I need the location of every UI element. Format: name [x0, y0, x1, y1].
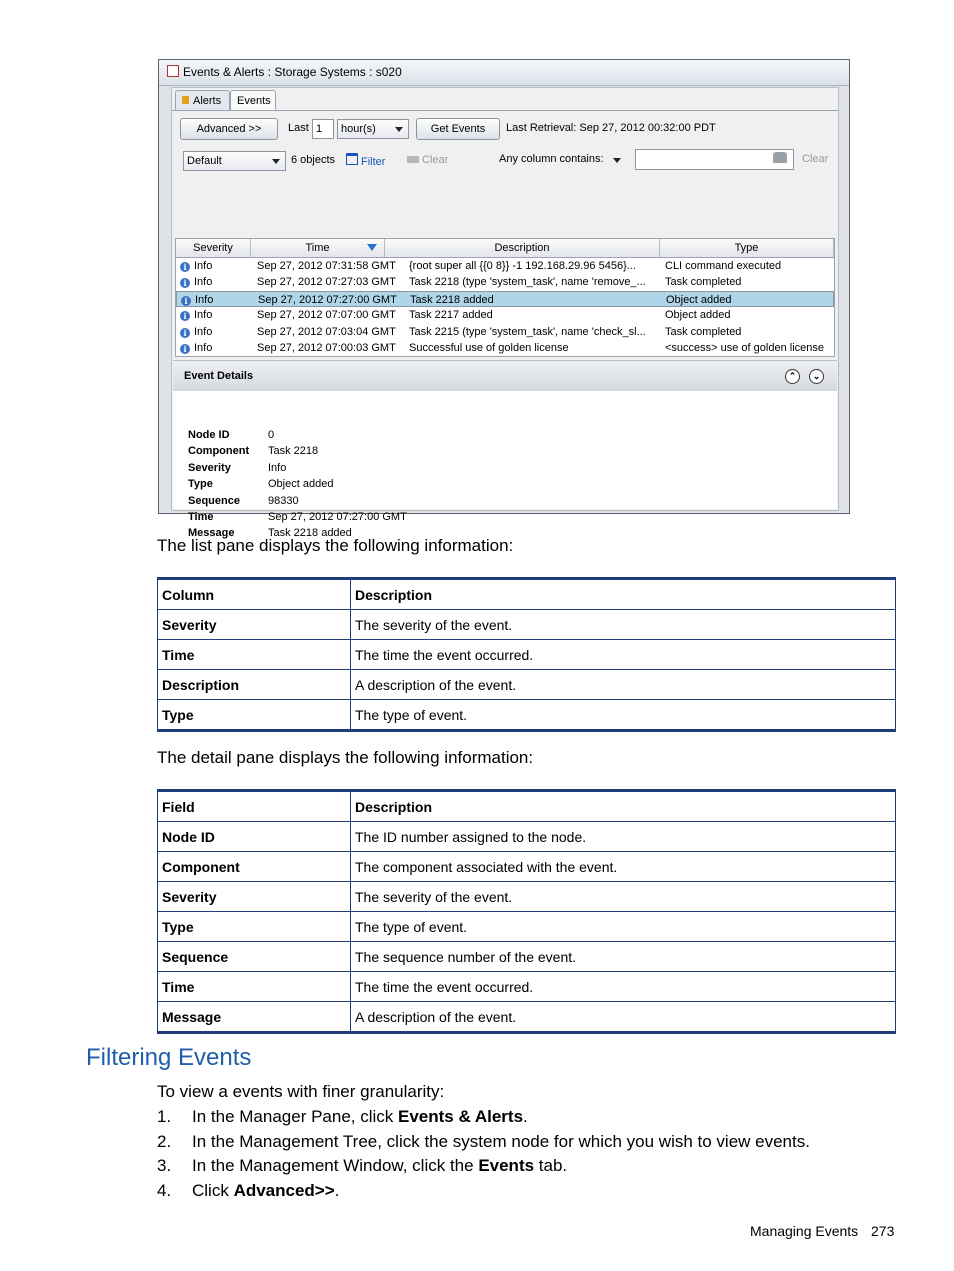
- table-header-column: Column: [158, 579, 351, 610]
- table-row[interactable]: [176, 291, 834, 307]
- search-clear-link[interactable]: Clear: [802, 153, 829, 165]
- list-pane-table: [157, 577, 896, 732]
- column-chooser-chevron-icon[interactable]: [613, 158, 621, 163]
- cell-severity: [180, 274, 250, 290]
- table-cell-key: Time: [158, 972, 351, 1002]
- table-cell-key: Message: [158, 1002, 351, 1033]
- info-icon: i: [180, 262, 190, 272]
- cell-time: Sep 27, 2012 07:31:58 GMT: [257, 260, 396, 272]
- cell-type: Task completed: [665, 276, 742, 289]
- table-cell-key: Time: [158, 640, 351, 670]
- table-cell-description: The severity of the event.: [351, 882, 896, 912]
- eraser-icon: [407, 156, 419, 163]
- detail-value: Task 2218 added: [268, 527, 352, 540]
- table-row: [158, 1002, 896, 1033]
- table-cell-description: The severity of the event.: [351, 610, 896, 640]
- step-number: 3.: [157, 1156, 172, 1175]
- get-events-button[interactable]: Get Events: [416, 118, 500, 140]
- detail-value: 0: [268, 429, 275, 441]
- expand-down-icon[interactable]: ⌄: [809, 369, 824, 384]
- step-item: [157, 1105, 810, 1130]
- events-alerts-window: [158, 59, 850, 540]
- last-count-input[interactable]: 1: [312, 119, 334, 139]
- step-number: 2.: [157, 1131, 172, 1151]
- table-row: [158, 822, 896, 852]
- table-cell-description: The time the event occurred.: [351, 972, 896, 1002]
- cell-time: Sep 27, 2012 07:03:04 GMT: [257, 325, 396, 338]
- table-cell-description: A description of the event.: [351, 1002, 896, 1033]
- cell-type: Object added: [665, 309, 731, 322]
- info-icon: i: [180, 328, 190, 338]
- collapse-up-icon[interactable]: ⌃: [785, 369, 800, 384]
- table-cell-description: A description of the event.: [351, 670, 896, 700]
- chevron-down-icon: [395, 127, 403, 132]
- tab-events-label: Events: [237, 95, 271, 107]
- table-row: [158, 852, 896, 882]
- detail-key: Type: [188, 478, 213, 491]
- col-description-header[interactable]: Description: [385, 239, 660, 257]
- tab-alerts-label: Alerts: [193, 95, 222, 107]
- tab-alerts[interactable]: [175, 90, 230, 110]
- table-row: [158, 670, 896, 700]
- table-row[interactable]: [176, 258, 834, 274]
- cell-severity: [181, 292, 251, 308]
- window-titlebar: [159, 60, 849, 86]
- cell-time: Sep 27, 2012 07:27:03 GMT: [257, 276, 396, 289]
- window-title: Events & Alerts : Storage Systems : s020: [183, 65, 402, 79]
- cell-description: Task 2218 added: [410, 293, 494, 306]
- last-retrieval-text: Last Retrieval: Sep 27, 2012 00:32:00 PDT: [506, 122, 716, 134]
- table-row: [158, 972, 896, 1002]
- step-item: [157, 1154, 810, 1179]
- detail-key: Time: [188, 511, 214, 523]
- event-details-body: [173, 391, 837, 540]
- detail-key: Sequence: [188, 494, 240, 507]
- info-icon: i: [180, 344, 190, 354]
- table-cell-description: The ID number assigned to the node.: [351, 822, 896, 852]
- severity-text: Info: [194, 276, 213, 289]
- filter-label: Filter: [361, 156, 386, 168]
- cell-time: Sep 27, 2012 07:27:00 GMT: [258, 293, 397, 306]
- step-text: In the Manager Pane, click: [192, 1107, 399, 1126]
- table-cell-description: The component associated with the event.: [351, 852, 896, 882]
- table-cell-description: The type of event.: [351, 912, 896, 942]
- detail-value: Object added: [268, 478, 334, 491]
- footer-section: Managing Events: [750, 1223, 859, 1239]
- table-row[interactable]: [176, 324, 834, 340]
- detail-value: Info: [268, 461, 287, 474]
- detail-pane-table: [157, 789, 896, 1034]
- grid-header: [176, 239, 834, 258]
- cell-description: Task 2217 added: [409, 309, 493, 322]
- events-panel: [171, 87, 839, 540]
- detail-key: Component: [188, 445, 250, 458]
- step-item: [157, 1130, 810, 1155]
- info-icon: i: [180, 278, 190, 288]
- table-cell-description: The sequence number of the event.: [351, 942, 896, 972]
- advanced-button[interactable]: Advanced >>: [180, 118, 278, 140]
- sort-desc-icon: [367, 244, 377, 251]
- table-row: [158, 610, 896, 640]
- detail-value: 98330: [268, 494, 299, 507]
- col-type-header[interactable]: Type: [660, 239, 834, 257]
- clear-filter-label: Clear: [422, 154, 449, 166]
- info-icon: i: [180, 311, 190, 321]
- table-header-description: Description: [351, 791, 896, 822]
- flag-icon: [182, 96, 189, 104]
- step-number: 4.: [157, 1180, 172, 1200]
- step-ui-term: Advanced>>: [233, 1180, 335, 1200]
- cell-time: Sep 27, 2012 07:00:03 GMT: [257, 342, 396, 354]
- cell-type: CLI command executed: [665, 260, 782, 272]
- page-number: 273: [871, 1223, 895, 1239]
- col-time-header[interactable]: [251, 239, 385, 257]
- detail-key: Node ID: [188, 429, 230, 441]
- severity-text: Info: [194, 260, 213, 272]
- table-header-field: Field: [158, 791, 351, 822]
- tab-events[interactable]: [230, 90, 276, 110]
- cell-type: <success> use of golden license: [665, 342, 824, 354]
- detail-key: Message: [188, 527, 235, 540]
- step-text: In the Management Window, click the: [192, 1156, 479, 1175]
- step-ui-term: Events & Alerts: [398, 1107, 524, 1126]
- cell-description: Successful use of golden license: [409, 342, 569, 354]
- step-item: [157, 1179, 810, 1204]
- chevron-down-icon: [272, 159, 280, 164]
- table-cell-key: Component: [158, 852, 351, 882]
- section-heading: Filtering Events: [86, 1044, 252, 1071]
- cell-severity: [180, 340, 250, 356]
- table-row: [158, 912, 896, 942]
- cell-type: Task completed: [665, 325, 742, 338]
- step-text-end: .: [523, 1107, 528, 1126]
- table-row: [158, 640, 896, 670]
- cell-description: Task 2218 (type 'system_task', name 'remove_...: [409, 276, 646, 289]
- any-column-label: Any column contains:: [499, 153, 604, 165]
- eraser-icon[interactable]: [773, 152, 787, 163]
- table-row[interactable]: [176, 340, 834, 356]
- list-pane-table-body: [158, 610, 896, 731]
- severity-text: Info: [195, 293, 214, 306]
- tab-divider: [172, 110, 838, 111]
- cell-severity: [180, 307, 250, 323]
- cell-description: Task 2215 (type 'system_task', name 'check_sl...: [409, 325, 646, 338]
- col-time-label: Time: [305, 242, 330, 254]
- event-details-title: Event Details: [184, 370, 254, 382]
- detail-key: Severity: [188, 461, 231, 474]
- cell-description: {root super all {{0 8}} -1 192.168.29.96 5456}...: [409, 260, 636, 272]
- severity-text: Info: [194, 309, 213, 322]
- time-unit-value: hour(s): [341, 123, 376, 135]
- table-row[interactable]: [176, 274, 834, 290]
- info-icon: i: [181, 296, 191, 306]
- col-severity-header[interactable]: Severity: [176, 239, 251, 257]
- column-search-input[interactable]: [635, 149, 794, 170]
- detail-value: Task 2218: [268, 445, 319, 458]
- events-grid: [175, 238, 835, 357]
- table-cell-key: Node ID: [158, 822, 351, 852]
- step-text-end: .: [334, 1180, 340, 1200]
- event-details-header: [173, 360, 837, 392]
- clear-filter-link[interactable]: [407, 154, 448, 166]
- severity-text: Info: [194, 325, 213, 338]
- time-unit-select[interactable]: [337, 119, 409, 139]
- view-select[interactable]: [183, 151, 286, 171]
- step-number: 1.: [157, 1107, 172, 1126]
- cell-severity: [180, 324, 250, 340]
- detail-pane-table-body: [158, 822, 896, 1033]
- table-row: [158, 882, 896, 912]
- last-label: Last: [288, 122, 309, 134]
- table-row: [158, 700, 896, 731]
- table-cell-key: Type: [158, 912, 351, 942]
- step-text-end: tab.: [534, 1156, 568, 1175]
- table-cell-key: Severity: [158, 610, 351, 640]
- table-cell-key: Type: [158, 700, 351, 731]
- table-row: [158, 942, 896, 972]
- events-alerts-icon: [167, 65, 179, 77]
- table-header-description: Description: [351, 579, 896, 610]
- cell-time: Sep 27, 2012 07:07:00 GMT: [257, 309, 396, 322]
- steps-list: [157, 1105, 810, 1203]
- table-cell-description: The type of event.: [351, 700, 896, 731]
- list-pane-intro: The list pane displays the following information:: [157, 536, 514, 555]
- cell-severity: [180, 258, 250, 274]
- detail-value: Sep 27, 2012 07:27:00 GMT: [268, 511, 407, 523]
- step-text: Click: [192, 1180, 234, 1200]
- step-ui-term: Events: [478, 1156, 535, 1175]
- table-cell-key: Description: [158, 670, 351, 700]
- severity-text: Info: [194, 342, 213, 354]
- filter-icon: [346, 153, 358, 165]
- step-text: In the Management Tree, click the system node for which you wish to view events.: [192, 1131, 810, 1151]
- detail-pane-intro: The detail pane displays the following information:: [157, 748, 534, 767]
- table-cell-key: Severity: [158, 882, 351, 912]
- object-count: 6 objects: [291, 154, 336, 166]
- cell-type: Object added: [666, 293, 732, 306]
- filter-link[interactable]: [346, 153, 385, 168]
- view-value: Default: [187, 155, 222, 167]
- table-cell-description: The time the event occurred.: [351, 640, 896, 670]
- table-cell-key: Sequence: [158, 942, 351, 972]
- table-row[interactable]: [176, 307, 834, 323]
- section-intro: To view a events with finer granularity:: [157, 1082, 445, 1101]
